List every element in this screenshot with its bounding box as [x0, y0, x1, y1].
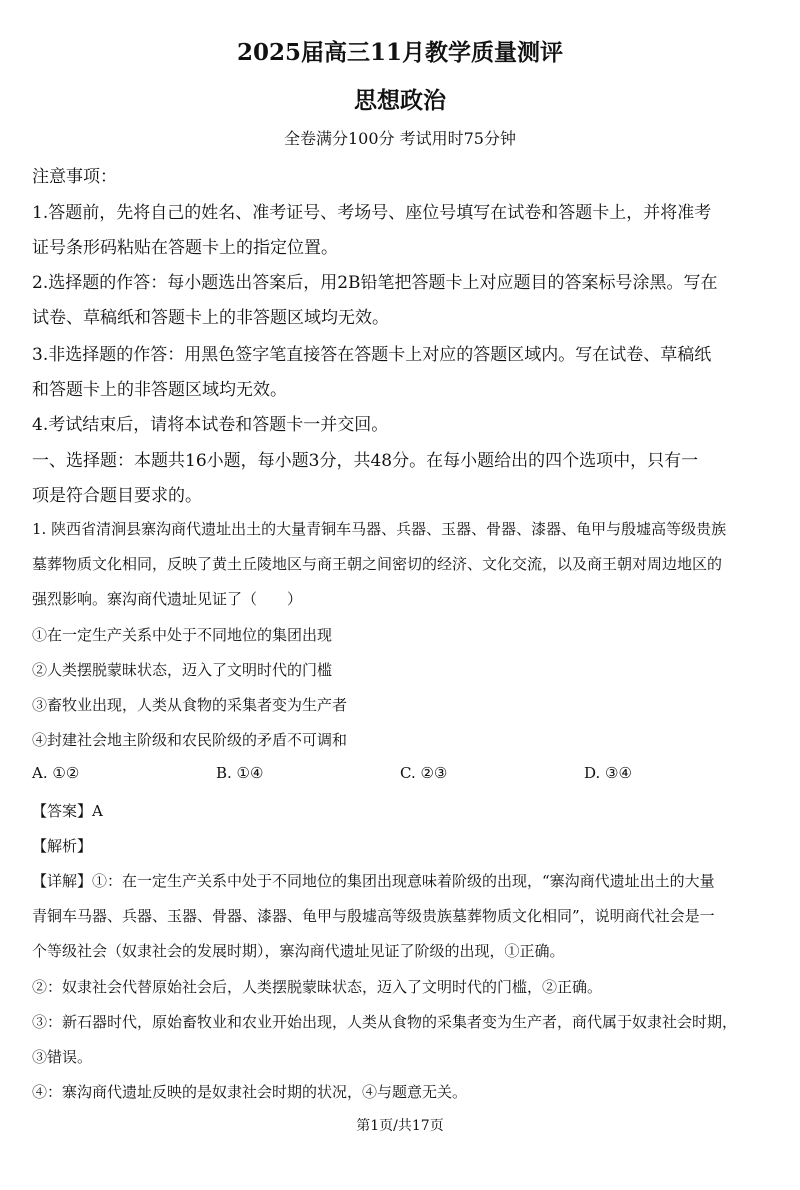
- statement-3: ③畜牧业出现，人类从食物的采集者变为生产者: [32, 696, 348, 714]
- note-line: 2.选择题的作答：每小题选出答案后，用2B铅笔把答题卡上对应题目的答案标号涂黑。写在: [32, 273, 718, 293]
- section-heading-cont: 项是符合题目要求的。: [32, 486, 202, 506]
- statement-2: ②人类摆脱蒙昧状态，迈入了文明时代的门槛: [32, 661, 333, 679]
- statement-4: ④封建社会地主阶级和农民阶级的矛盾不可调和: [32, 731, 348, 749]
- note-line: 证号条形码粘贴在答题卡上的指定位置。: [32, 238, 338, 258]
- detail-line: ④：寨沟商代遗址反映的是奴隶社会时期的状况，④与题意无关。: [32, 1083, 468, 1101]
- page-footer: 第1页/共17页: [356, 1118, 444, 1134]
- note-line: 3.非选择题的作答：用黑色签字笔直接答在答题卡上对应的答题区域内。写在试卷、草稿纸: [32, 345, 712, 365]
- detail-line: 个等级社会（奴隶社会的发展时期），寨沟商代遗址见证了阶级的出现，①正确。: [32, 942, 565, 960]
- notes-heading: 注意事项：: [32, 167, 117, 187]
- question-stem: 1. 陕西省清涧县寨沟商代遗址出土的大量青铜车马器、兵器、玉器、骨器、漆器、龟甲与殷墟高等级贵族: [32, 520, 727, 538]
- note-line: 和答题卡上的非答题区域均无效。: [32, 380, 287, 400]
- option-a: A. ①②: [32, 764, 80, 782]
- detail-line: 青铜车马器、兵器、玉器、骨器、漆器、龟甲与殷墟高等级贵族墓葬物质文化相同”，说明商代社会是一: [32, 907, 715, 925]
- subject-title: 思想政治: [354, 87, 446, 114]
- question-stem: 墓葬物质文化相同，反映了黄土丘陵地区与商王朝之间密切的经济、文化交流，以及商王朝对周边地区的: [32, 555, 723, 573]
- section-heading: 一、选择题：本题共16小题，每小题3分，共48分。在每小题给出的四个选项中，只有一: [32, 451, 699, 471]
- option-b: B. ①④: [216, 764, 264, 782]
- note-line: 1.答题前，先将自己的姓名、准考证号、考场号、座位号填写在试卷和答题卡上，并将准考: [32, 203, 712, 223]
- detail-line: ②：奴隶社会代替原始社会后，人类摆脱蒙昧状态，迈入了文明时代的门槛，②正确。: [32, 978, 603, 996]
- option-d: D. ③④: [584, 764, 632, 782]
- detail-line: ③：新石器时代，原始畜牧业和农业开始出现，人类从食物的采集者变为生产者，商代属于奴隶社会时期，: [32, 1013, 738, 1031]
- exam-title: 2025届高三11月教学质量测评: [236, 39, 564, 66]
- option-c: C. ②③: [400, 764, 448, 782]
- note-line: 试卷、草稿纸和答题卡上的非答题区域均无效。: [32, 308, 389, 328]
- detail-line: ③错误。: [32, 1048, 93, 1066]
- analysis-label: 【解析】: [32, 837, 93, 855]
- statement-1: ①在一定生产关系中处于不同地位的集团出现: [32, 626, 333, 644]
- detail-line: 【详解】①：在一定生产关系中处于不同地位的集团出现意味着阶级的出现，“寨沟商代遗址出土的大量: [32, 872, 715, 890]
- answer: 【答案】A: [32, 802, 103, 820]
- question-stem: 强烈影响。寨沟商代遗址见证了（ ）: [32, 590, 303, 608]
- exam-info: 全卷满分100分 考试用时75分钟: [284, 129, 516, 148]
- note-line: 4.考试结束后，请将本试卷和答题卡一并交回。: [32, 415, 389, 435]
